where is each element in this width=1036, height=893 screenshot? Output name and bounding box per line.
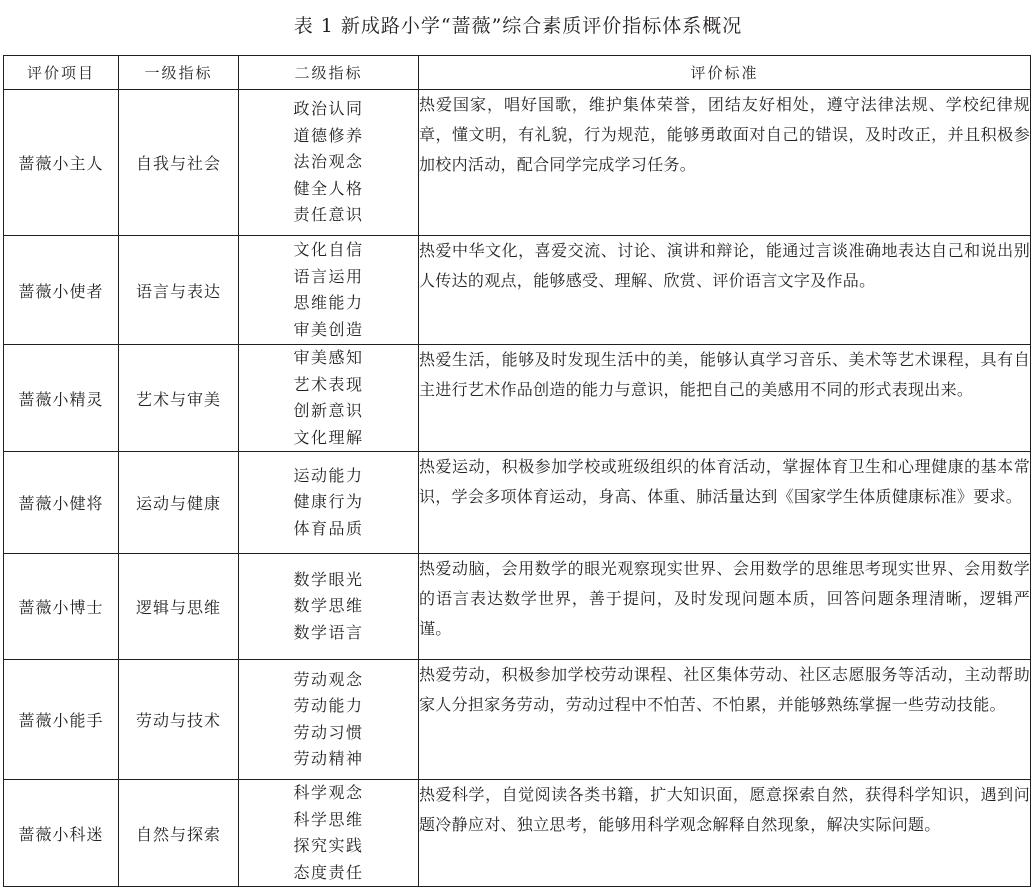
level2-item: 审美创造 <box>293 319 364 339</box>
level2-cell <box>239 236 419 345</box>
table-row <box>4 236 1031 345</box>
level1-cell: 艺术与审美 <box>119 345 239 452</box>
level2-cell <box>239 345 419 452</box>
level2-item: 审美感知 <box>293 348 364 367</box>
level1-cell: 自我与社会 <box>119 90 239 236</box>
project-cell: 蔷薇小精灵 <box>4 345 119 452</box>
evaluation-table <box>3 55 1031 887</box>
table-body <box>4 90 1031 887</box>
level2-item: 健全人格 <box>293 178 364 198</box>
project-cell: 蔷薇小能手 <box>4 660 119 780</box>
level2-item: 数学眼光 <box>293 569 364 589</box>
level2-item: 责任意识 <box>293 205 364 225</box>
level2-item: 劳动能力 <box>293 696 364 715</box>
header-level2: 二级指标 <box>239 56 419 90</box>
level2-item: 思维能力 <box>293 293 364 312</box>
level2-item: 艺术表现 <box>293 374 364 394</box>
header-project: 评价项目 <box>4 56 119 90</box>
level1-cell: 劳动与技术 <box>119 660 239 780</box>
table-row <box>4 554 1031 660</box>
header-standard: 评价标准 <box>419 56 1031 90</box>
level2-item: 科学思维 <box>293 809 364 829</box>
level1-cell: 语言与表达 <box>119 236 239 345</box>
level2-cell <box>239 554 419 660</box>
standard-cell: 热爱运动，积极参加学校或班级组织的体育活动，掌握体育卫生和心理健康的基本常识，学会多项体育运动，身高、体重、肺活量达到《国家学生体质健康标准》要求。 <box>419 452 1031 554</box>
table-caption: 表 1 新成路小学“蔷薇”综合素质评价指标体系概况 <box>293 15 743 37</box>
level2-item: 文化自信 <box>293 240 364 259</box>
standard-cell: 热爱国家，唱好国歌，维护集体荣誉，团结友好相处，遵守法律法规、学校纪律规章，懂文明，有礼貌，行为规范，能够勇敢面对自己的错误，及时改正，并且积极参加校内活动，配合同学完成学习任务。 <box>419 90 1031 236</box>
standard-cell: 热爱劳动，积极参加学校劳动课程、社区集体劳动、社区志愿服务等活动，主动帮助家人分担家务劳动，劳动过程中不怕苦、不怕累，并能够熟练掌握一些劳动技能。 <box>419 660 1031 780</box>
level2-item: 态度责任 <box>293 862 364 882</box>
standard-cell: 热爱中华文化，喜爱交流、讨论、演讲和辩论，能通过言谈准确地表达自己和说出别人传达的观点，能够感受、理解、欣赏、评价语言文字及作品。 <box>419 236 1031 345</box>
table-row <box>4 345 1031 452</box>
table-header-row <box>4 56 1031 90</box>
project-cell: 蔷薇小使者 <box>4 236 119 345</box>
level2-item: 数学语言 <box>293 622 364 642</box>
level2-item: 语言运用 <box>293 266 364 286</box>
level2-item: 健康行为 <box>293 492 364 512</box>
table-row <box>4 452 1031 554</box>
level1-cell: 自然与探索 <box>119 780 239 887</box>
level2-item: 文化理解 <box>293 427 364 447</box>
level2-item: 劳动习惯 <box>293 722 364 742</box>
table-row <box>4 780 1031 887</box>
project-cell: 蔷薇小主人 <box>4 90 119 236</box>
level2-item: 体育品质 <box>293 518 364 538</box>
level2-item: 政治认同 <box>293 99 364 119</box>
project-cell: 蔷薇小健将 <box>4 452 119 554</box>
level2-item: 道德修养 <box>293 125 364 145</box>
header-level1: 一级指标 <box>119 56 239 90</box>
table-row <box>4 90 1031 236</box>
standard-cell: 热爱生活，能够及时发现生活中的美，能够认真学习音乐、美术等艺术课程，具有自主进行艺术作品创造的能力与意识，能把自己的美感用不同的形式表现出来。 <box>419 345 1031 452</box>
level1-cell: 运动与健康 <box>119 452 239 554</box>
level2-item: 劳动观念 <box>293 669 364 689</box>
level2-cell <box>239 90 419 236</box>
standard-cell: 热爱科学，自觉阅读各类书籍，扩大知识面，愿意探索自然，获得科学知识，遇到问题冷静应对、独立思考，能够用科学观念解释自然现象，解决实际问题。 <box>419 780 1031 887</box>
level2-item: 探究实践 <box>293 836 364 855</box>
level2-cell <box>239 452 419 554</box>
level2-cell <box>239 660 419 780</box>
project-cell: 蔷薇小科迷 <box>4 780 119 887</box>
level2-cell <box>239 780 419 887</box>
level2-item: 科学观念 <box>293 783 364 802</box>
level2-item: 法治观念 <box>293 152 364 172</box>
project-cell: 蔷薇小博士 <box>4 554 119 660</box>
level2-item: 运动能力 <box>293 465 364 485</box>
level2-item: 数学思维 <box>293 596 364 616</box>
level1-cell: 逻辑与思维 <box>119 554 239 660</box>
level2-item: 劳动精神 <box>293 749 364 768</box>
level2-item: 创新意识 <box>293 401 364 420</box>
standard-cell: 热爱动脑，会用数学的眼光观察现实世界、会用数学的思维思考现实世界、会用数学的语言表达数学世界，善于提问，及时发现问题本质，回答问题条理清晰，逻辑严谨。 <box>419 554 1031 660</box>
table-row <box>4 660 1031 780</box>
